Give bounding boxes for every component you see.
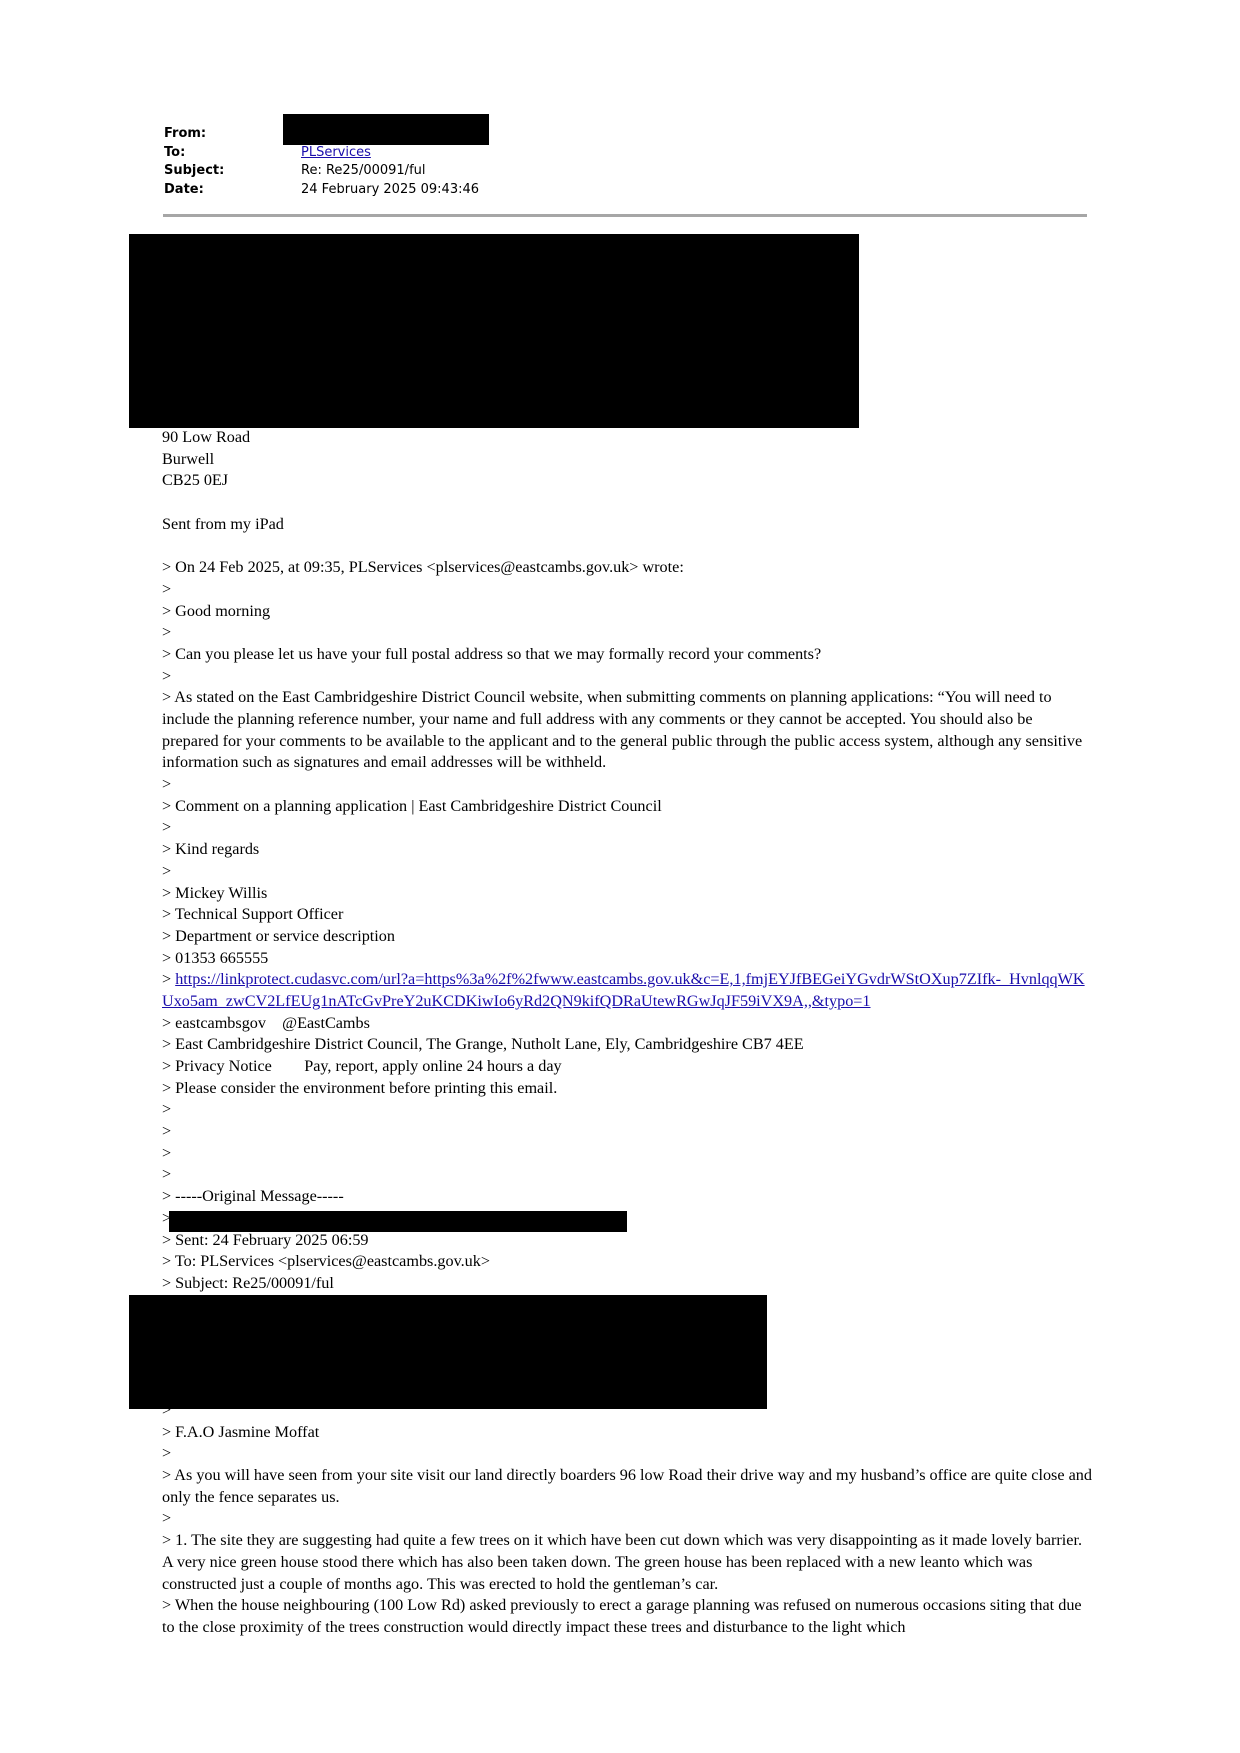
original-subject: > Subject: Re25/00091/ful	[162, 1273, 334, 1292]
quote-marker: >	[162, 579, 172, 598]
quote-marker: >	[162, 1444, 172, 1463]
blank-line	[162, 535, 1092, 557]
date-label: Date:	[164, 182, 204, 198]
quoted-council-address: > East Cambridgeshire District Council, The Grange, Nutholt Lane, Ely, Cambridgeshire CB7 4EE	[162, 1035, 804, 1054]
quoted-phone: > 01353 665555	[162, 948, 269, 967]
quote-marker: >	[162, 861, 172, 880]
quoted-privacy: > Privacy Notice Pay, report, apply online 24 hours a day	[162, 1057, 562, 1076]
quote-marker: >	[162, 623, 172, 642]
quote-marker: >	[162, 775, 172, 794]
subject-label: Subject:	[164, 163, 225, 179]
quoted-intro: > On 24 Feb 2025, at 09:35, PLServices <plservices@eastcambs.gov.uk> wrote:	[162, 558, 684, 577]
quote-marker: >	[162, 1165, 172, 1184]
quote-marker: >	[162, 1100, 172, 1119]
quoted-job-title: > Technical Support Officer	[162, 905, 344, 924]
quoted-greeting: > Good morning	[162, 601, 271, 620]
address-line-2: Burwell	[162, 449, 215, 468]
to-label: To:	[164, 144, 186, 160]
original-from-line: >	[162, 1208, 172, 1227]
header-subject-row	[164, 162, 479, 181]
subject-value: Re: Re25/00091/ful	[301, 163, 426, 179]
signoff: Sent from my iPad	[162, 514, 284, 533]
address-line-1: 90 Low Road	[162, 428, 251, 446]
blank-line	[162, 492, 1092, 514]
quote-marker: >	[162, 818, 172, 837]
quoted-link-title: > Comment on a planning application | East Cambridgeshire District Council	[162, 796, 662, 815]
email-body-upper	[162, 427, 1092, 1295]
quoted-environment: > Please consider the environment before printing this email.	[162, 1078, 558, 1097]
fao-line: > F.A.O Jasmine Moffat	[162, 1422, 320, 1441]
quote-marker: >	[162, 1143, 172, 1162]
quoted-request: > Can you please let us have your full postal address so that we may formally record your comments?	[162, 644, 822, 663]
redaction-sender	[283, 114, 489, 145]
from-label: From:	[164, 126, 207, 141]
address-line-3: CB25 0EJ	[162, 471, 229, 490]
to-link[interactable]: PLServices	[301, 144, 371, 160]
url-prefix: >	[162, 970, 176, 989]
paragraph-3: > When the house neighbouring (100 Low Rd) asked previously to erect a garage planning was refused on numerous occasions siting that due to the close proximity of the trees construction would directly impact these trees and disturbance to the light which	[162, 1596, 1082, 1636]
quoted-url-line	[162, 969, 1092, 1012]
header-to-row	[164, 144, 479, 163]
quote-marker: >	[162, 666, 172, 685]
header-divider	[163, 214, 1087, 217]
quoted-kind-regards: > Kind regards	[162, 840, 260, 859]
original-message-marker: > -----Original Message-----	[162, 1187, 344, 1206]
quoted-department: > Department or service description	[162, 926, 395, 945]
redaction-mid-block	[129, 1295, 767, 1409]
original-sent: > Sent: 24 February 2025 06:59	[162, 1230, 369, 1249]
date-value: 24 February 2025 09:43:46	[301, 182, 480, 198]
original-to: > To: PLServices <plservices@eastcambs.gov.uk>	[162, 1252, 490, 1271]
email-body-lower	[162, 1400, 1092, 1639]
protected-link[interactable]: https://linkprotect.cudasvc.com/url?a=https%3a%2f%2fwww.eastcambs.gov.uk&c=E,1,fmjEYJfBEGeiYGvdrWStOXup7ZIfk-_HvnlqqWKUxo5am_zwCV2LfEUg1nATcGvPreY2uKCDKiwIo6yRd2QN9kifQDRaUtewRGwJqJF59iVX9A,,&typo=1	[162, 970, 1085, 1010]
paragraph-2: > 1. The site they are suggesting had quite a few trees on it which have been cut down which was very disappointing as it made lovely barrier. A very nice green house stood there which has also been taken down. The green house has been replaced with a new leanto which was constructed just a couple of months ago. This was erected to hold the gentleman’s car.	[162, 1531, 1083, 1593]
quote-marker: >	[162, 1401, 172, 1419]
quoted-policy: > As stated on the East Cambridgeshire District Council website, when submitting comments on planning applications: “You will need to include the planning reference number, your name and full address with any comments or they cannot be accepted. You should also be prepared for your comments to be available to the applicant and to the general public through the public access system, although any sensitive information such as signatures and email addresses will be withheld.	[162, 688, 1083, 772]
quoted-name: > Mickey Willis	[162, 883, 268, 902]
header-date-row	[164, 181, 479, 200]
quote-marker: >	[162, 1122, 172, 1141]
paragraph-1: > As you will have seen from your site visit our land directly boarders 96 low Road their drive way and my husband’s office are quite close and only the fence separates us.	[162, 1466, 1092, 1506]
quote-marker: >	[162, 1509, 172, 1528]
quoted-social: > eastcambsgov @EastCambs	[162, 1013, 370, 1032]
redaction-top-block	[129, 234, 859, 428]
